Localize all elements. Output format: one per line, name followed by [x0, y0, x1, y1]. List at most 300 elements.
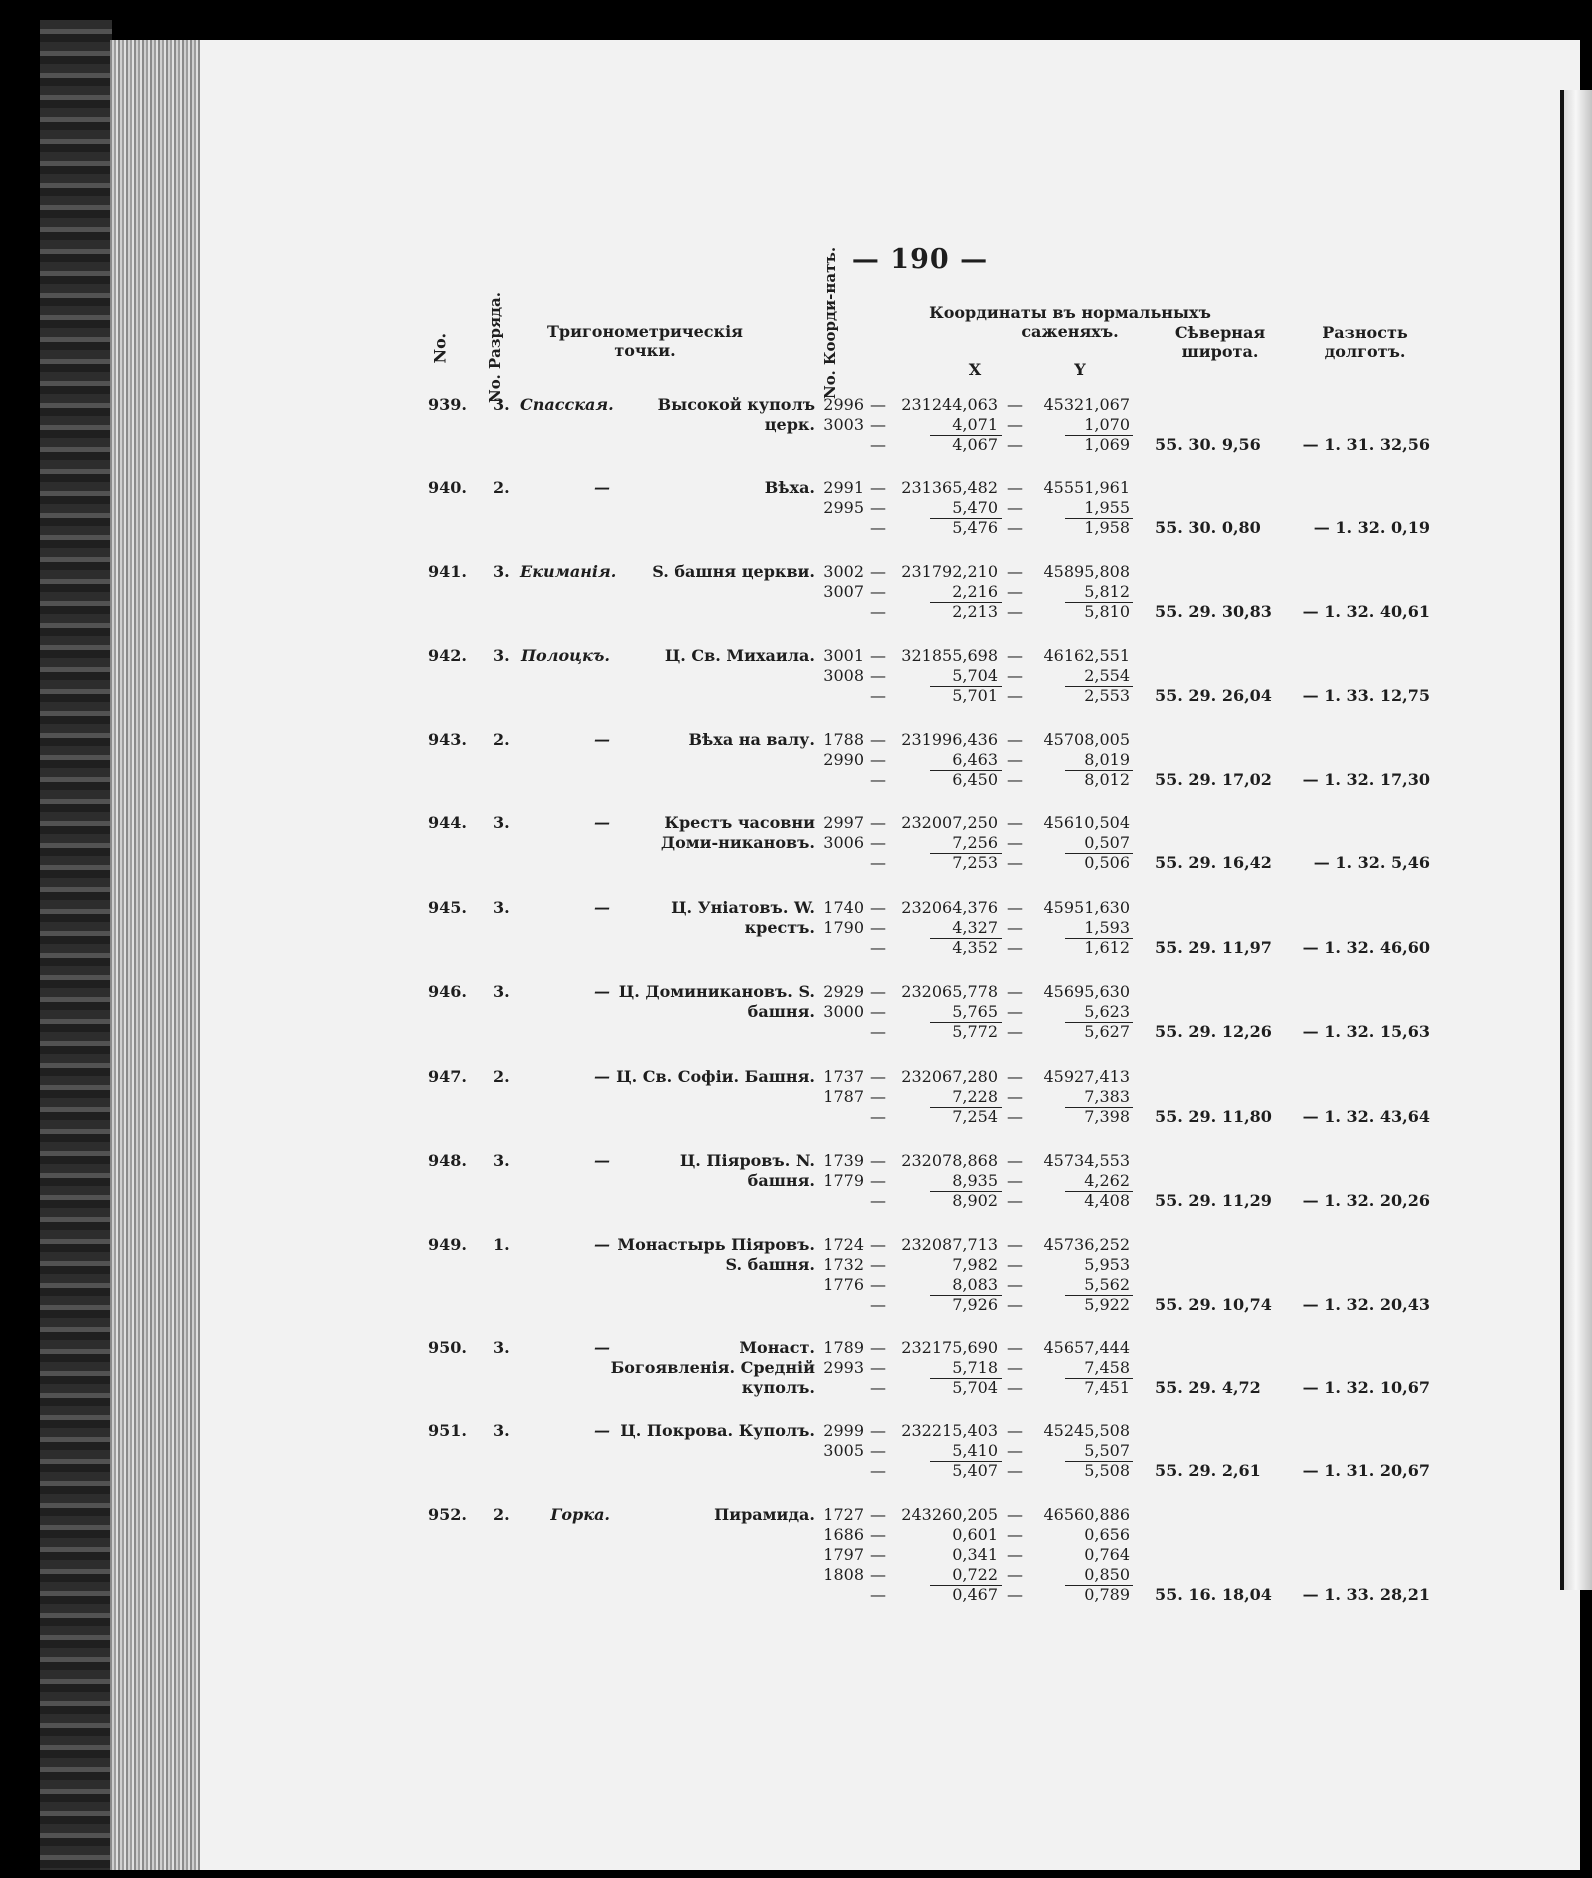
row-rank: 3.: [493, 898, 510, 917]
latitude: 55. 29. 11,29: [1155, 1191, 1272, 1210]
table-row: [0, 395, 1592, 479]
y-sum-line: [1065, 686, 1133, 687]
table-row: [0, 898, 1592, 982]
row-rank: 3.: [493, 562, 510, 581]
dash-mid: —: [1007, 1295, 1023, 1314]
y-coordinate: 5,508: [1084, 1461, 1130, 1480]
dash: —: [870, 813, 886, 832]
latitude: 55. 29. 10,74: [1155, 1295, 1272, 1314]
longitude: — 1. 31. 32,56: [1302, 435, 1430, 454]
y-sum-line: [1065, 435, 1133, 436]
row-rank: 3.: [493, 1151, 510, 1170]
row-number: 950.: [428, 1338, 467, 1357]
row-rank: 3.: [493, 982, 510, 1001]
row-description: Ц. Доминикановъ. S. башня.: [618, 982, 815, 1021]
row-rank: 3.: [493, 1338, 510, 1357]
row-place: —: [594, 1421, 610, 1440]
dash: —: [870, 1275, 886, 1294]
x-coordinate: 232175,690: [901, 1338, 998, 1357]
y-coordinate: 2,553: [1084, 686, 1130, 705]
y-coordinate: 46162,551: [1043, 646, 1130, 665]
row-description: Ц. Покрова. Куполъ.: [620, 1421, 815, 1440]
y-coordinate: 45736,252: [1043, 1235, 1130, 1254]
y-coordinate: 7,398: [1084, 1107, 1130, 1126]
x-coordinate: 2,216: [952, 582, 998, 601]
row-place: Горка.: [550, 1505, 610, 1524]
x-sum-line: [930, 1107, 1002, 1108]
x-coordinate: 5,772: [952, 1022, 998, 1041]
row-rank: 2.: [493, 1067, 510, 1086]
longitude: — 1. 32. 20,43: [1302, 1295, 1430, 1314]
dash-mid: —: [1007, 478, 1023, 497]
x-coordinate: 4,067: [952, 435, 998, 454]
page-number: — 190 —: [851, 244, 989, 275]
dash-mid: —: [1007, 1338, 1023, 1357]
header-no: No.: [430, 332, 450, 364]
dash: —: [870, 982, 886, 1001]
dash: —: [870, 1067, 886, 1086]
x-coordinate: 5,476: [952, 518, 998, 537]
table-row: [0, 478, 1592, 562]
y-coordinate: 5,507: [1084, 1441, 1130, 1460]
y-sum-line: [1065, 1585, 1133, 1586]
x-coordinate: 7,926: [952, 1295, 998, 1314]
dash-mid: —: [1007, 833, 1023, 852]
dash-mid: —: [1007, 1235, 1023, 1254]
y-coordinate: 5,623: [1084, 1002, 1130, 1021]
latitude: 55. 29. 26,04: [1155, 686, 1272, 705]
coord-number: 2990: [823, 750, 864, 769]
row-place: —: [594, 1067, 610, 1086]
dash-mid: —: [1007, 982, 1023, 1001]
y-coordinate: 1,612: [1084, 938, 1130, 957]
row-rank: 3.: [493, 646, 510, 665]
y-coordinate: 0,789: [1084, 1585, 1130, 1604]
x-sum-line: [930, 1378, 1002, 1379]
dash-mid: —: [1007, 498, 1023, 517]
row-place: Спасская.: [520, 395, 614, 414]
y-coordinate: 46560,886: [1043, 1505, 1130, 1524]
dash: —: [870, 1295, 886, 1314]
x-coordinate: 2,213: [952, 602, 998, 621]
x-coordinate: 4,327: [952, 918, 998, 937]
coord-number: 1779: [823, 1171, 864, 1190]
y-coordinate: 1,593: [1084, 918, 1130, 937]
dash-mid: —: [1007, 1545, 1023, 1564]
x-coordinate: 7,256: [952, 833, 998, 852]
x-coordinate: 4,352: [952, 938, 998, 957]
y-coordinate: 0,764: [1084, 1545, 1130, 1564]
header-coord-no: No. Коорди-натъ.: [821, 246, 839, 399]
row-description: Пирамида.: [714, 1505, 815, 1524]
dash-mid: —: [1007, 730, 1023, 749]
row-number: 941.: [428, 562, 467, 581]
dash: —: [870, 1022, 886, 1041]
row-number: 942.: [428, 646, 467, 665]
y-coordinate: 1,955: [1084, 498, 1130, 517]
y-coordinate: 2,554: [1084, 666, 1130, 685]
longitude: — 1. 33. 28,21: [1302, 1585, 1430, 1604]
y-coordinate: 45321,067: [1043, 395, 1130, 414]
dash: —: [870, 498, 886, 517]
coord-number: 1737: [823, 1067, 864, 1086]
x-sum-line: [930, 1585, 1002, 1586]
longitude: — 1. 32. 17,30: [1302, 770, 1430, 789]
y-sum-line: [1065, 1378, 1133, 1379]
dash: —: [870, 686, 886, 705]
x-sum-line: [930, 686, 1002, 687]
dash-mid: —: [1007, 1255, 1023, 1274]
x-coordinate: 5,704: [952, 1378, 998, 1397]
latitude: 55. 30. 9,56: [1155, 435, 1261, 454]
table-row: [0, 1067, 1592, 1151]
dash-mid: —: [1007, 1441, 1023, 1460]
longitude: — 1. 32. 0,19: [1313, 518, 1430, 537]
x-coordinate: 231365,482: [901, 478, 998, 497]
dash-mid: —: [1007, 1171, 1023, 1190]
y-coordinate: 7,383: [1084, 1087, 1130, 1106]
latitude: 55. 29. 4,72: [1155, 1378, 1261, 1397]
row-rank: 1.: [493, 1235, 510, 1254]
row-rank: 2.: [493, 1505, 510, 1524]
coord-number: 1790: [823, 918, 864, 937]
dash-mid: —: [1007, 1107, 1023, 1126]
y-sum-line: [1065, 1191, 1133, 1192]
y-coordinate: 8,012: [1084, 770, 1130, 789]
x-coordinate: 8,083: [952, 1275, 998, 1294]
longitude: — 1. 32. 10,67: [1302, 1378, 1430, 1397]
row-description: Ц. Св. Михаила.: [664, 646, 815, 665]
coord-number: 2997: [823, 813, 864, 832]
coord-number: 3003: [823, 415, 864, 434]
x-sum-line: [930, 518, 1002, 519]
dash: —: [870, 1002, 886, 1021]
dash: —: [870, 582, 886, 601]
latitude: 55. 29. 11,80: [1155, 1107, 1272, 1126]
row-place: —: [594, 730, 610, 749]
y-coordinate: 45895,808: [1043, 562, 1130, 581]
y-coordinate: 1,958: [1084, 518, 1130, 537]
row-place: —: [594, 1338, 610, 1357]
coord-number: 1787: [823, 1087, 864, 1106]
coord-number: 1727: [823, 1505, 864, 1524]
y-coordinate: 7,458: [1084, 1358, 1130, 1377]
y-sum-line: [1065, 1461, 1133, 1462]
x-sum-line: [930, 435, 1002, 436]
row-description: Крестъ часовни Доми-никановъ.: [660, 813, 815, 852]
coord-number: 3006: [823, 833, 864, 852]
row-place: —: [594, 1151, 610, 1170]
dash: —: [870, 646, 886, 665]
header-latitude: Сѣверная широта.: [1174, 323, 1266, 361]
x-coordinate: 231244,063: [901, 395, 998, 414]
header-coordinates: Координаты въ нормальныхъ саженяхъ.: [929, 303, 1211, 341]
dash-mid: —: [1007, 813, 1023, 832]
x-sum-line: [930, 1191, 1002, 1192]
coord-number: 1686: [823, 1525, 864, 1544]
row-rank: 2.: [493, 730, 510, 749]
y-coordinate: 4,262: [1084, 1171, 1130, 1190]
coord-number: 3000: [823, 1002, 864, 1021]
longitude: — 1. 32. 5,46: [1313, 853, 1430, 872]
y-coordinate: 4,408: [1084, 1191, 1130, 1210]
dash-mid: —: [1007, 1461, 1023, 1480]
row-rank: 3.: [493, 395, 510, 414]
x-coordinate: 5,701: [952, 686, 998, 705]
dash-mid: —: [1007, 1022, 1023, 1041]
dash-mid: —: [1007, 1525, 1023, 1544]
x-coordinate: 232215,403: [901, 1421, 998, 1440]
coord-number: 1776: [823, 1275, 864, 1294]
dash-mid: —: [1007, 918, 1023, 937]
y-sum-line: [1065, 602, 1133, 603]
y-sum-line: [1065, 938, 1133, 939]
y-coordinate: 5,812: [1084, 582, 1130, 601]
coord-number: 1732: [823, 1255, 864, 1274]
longitude: — 1. 33. 12,75: [1302, 686, 1430, 705]
dash: —: [870, 1505, 886, 1524]
coord-number: 1740: [823, 898, 864, 917]
x-coordinate: 243260,205: [901, 1505, 998, 1524]
dash: —: [870, 1255, 886, 1274]
y-coordinate: 5,810: [1084, 602, 1130, 621]
latitude: 55. 29. 12,26: [1155, 1022, 1272, 1041]
dash-mid: —: [1007, 582, 1023, 601]
dash: —: [870, 1461, 886, 1480]
dash-mid: —: [1007, 518, 1023, 537]
coord-number: 1724: [823, 1235, 864, 1254]
y-coordinate: 45657,444: [1043, 1338, 1130, 1357]
row-number: 951.: [428, 1421, 467, 1440]
y-sum-line: [1065, 1022, 1133, 1023]
x-coordinate: 4,071: [952, 415, 998, 434]
x-coordinate: 0,601: [952, 1525, 998, 1544]
header-points: Тригонометрическія точки.: [547, 322, 743, 360]
row-description: Монастырь Піяровъ. S. башня.: [617, 1235, 815, 1274]
row-place: —: [594, 982, 610, 1001]
coord-number: 2996: [823, 395, 864, 414]
row-place: Екиманія.: [520, 562, 617, 581]
dash: —: [870, 1545, 886, 1564]
coord-number: 3005: [823, 1441, 864, 1460]
row-number: 943.: [428, 730, 467, 749]
x-coordinate: 5,765: [952, 1002, 998, 1021]
y-sum-line: [1065, 1295, 1133, 1296]
x-coordinate: 5,407: [952, 1461, 998, 1480]
x-coordinate: 6,463: [952, 750, 998, 769]
dash-mid: —: [1007, 750, 1023, 769]
y-coordinate: 45708,005: [1043, 730, 1130, 749]
coord-number: 2995: [823, 498, 864, 517]
dash: —: [870, 602, 886, 621]
x-coordinate: 231996,436: [901, 730, 998, 749]
y-sum-line: [1065, 518, 1133, 519]
dash: —: [870, 1151, 886, 1170]
x-coordinate: 231792,210: [901, 562, 998, 581]
x-sum-line: [930, 770, 1002, 771]
latitude: 55. 29. 16,42: [1155, 853, 1272, 872]
x-coordinate: 232087,713: [901, 1235, 998, 1254]
coord-number: 2999: [823, 1421, 864, 1440]
y-coordinate: 45245,508: [1043, 1421, 1130, 1440]
coord-number: 1797: [823, 1545, 864, 1564]
dash: —: [870, 1338, 886, 1357]
y-sum-line: [1065, 770, 1133, 771]
x-sum-line: [930, 853, 1002, 854]
coord-number: 3008: [823, 666, 864, 685]
table-row: [0, 982, 1592, 1066]
y-coordinate: 5,627: [1084, 1022, 1130, 1041]
row-place: —: [594, 813, 610, 832]
latitude: 55. 30. 0,80: [1155, 518, 1261, 537]
dash-mid: —: [1007, 1087, 1023, 1106]
table-row: [0, 1421, 1592, 1505]
header-x: X: [968, 360, 982, 379]
x-coordinate: 232007,250: [901, 813, 998, 832]
y-coordinate: 0,506: [1084, 853, 1130, 872]
x-coordinate: 7,254: [952, 1107, 998, 1126]
dash: —: [870, 918, 886, 937]
y-coordinate: 1,069: [1084, 435, 1130, 454]
x-coordinate: 0,341: [952, 1545, 998, 1564]
dash: —: [870, 898, 886, 917]
x-coordinate: 232078,868: [901, 1151, 998, 1170]
dash: —: [870, 833, 886, 852]
x-coordinate: 232067,280: [901, 1067, 998, 1086]
table-row: [0, 562, 1592, 646]
dash: —: [870, 395, 886, 414]
dash-mid: —: [1007, 415, 1023, 434]
row-number: 948.: [428, 1151, 467, 1170]
dash-mid: —: [1007, 1585, 1023, 1604]
dash: —: [870, 666, 886, 685]
row-description: Вѣха на валу.: [688, 730, 815, 749]
y-sum-line: [1065, 1107, 1133, 1108]
x-coordinate: 5,410: [952, 1441, 998, 1460]
header-longitude: Разность долготъ.: [1322, 323, 1408, 361]
y-coordinate: 0,507: [1084, 833, 1130, 852]
dash-mid: —: [1007, 1378, 1023, 1397]
row-number: 946.: [428, 982, 467, 1001]
coord-number: 2991: [823, 478, 864, 497]
table-row: [0, 1505, 1592, 1604]
dash-mid: —: [1007, 898, 1023, 917]
row-rank: 3.: [493, 813, 510, 832]
latitude: 55. 29. 2,61: [1155, 1461, 1261, 1480]
row-description: Ц. Св. Софіи. Башня.: [616, 1067, 815, 1086]
coord-number: 1808: [823, 1565, 864, 1584]
x-coordinate: 8,902: [952, 1191, 998, 1210]
longitude: — 1. 32. 20,26: [1302, 1191, 1430, 1210]
y-coordinate: 45951,630: [1043, 898, 1130, 917]
y-coordinate: 45734,553: [1043, 1151, 1130, 1170]
longitude: — 1. 32. 43,64: [1302, 1107, 1430, 1126]
dash: —: [870, 853, 886, 872]
dash-mid: —: [1007, 1421, 1023, 1440]
dash: —: [870, 750, 886, 769]
dash: —: [870, 1087, 886, 1106]
coord-number: 1788: [823, 730, 864, 749]
table-row: [0, 1338, 1592, 1422]
x-coordinate: 0,722: [952, 1565, 998, 1584]
table-row: [0, 646, 1592, 730]
dash-mid: —: [1007, 770, 1023, 789]
coord-number: 3007: [823, 582, 864, 601]
row-description: Вѣха.: [764, 478, 815, 497]
dash: —: [870, 1191, 886, 1210]
dash: —: [870, 1107, 886, 1126]
dash: —: [870, 1565, 886, 1584]
dash-mid: —: [1007, 602, 1023, 621]
latitude: 55. 29. 17,02: [1155, 770, 1272, 789]
dash: —: [870, 1585, 886, 1604]
row-number: 944.: [428, 813, 467, 832]
x-coordinate: 232064,376: [901, 898, 998, 917]
dash-mid: —: [1007, 666, 1023, 685]
row-number: 949.: [428, 1235, 467, 1254]
latitude: 55. 29. 11,97: [1155, 938, 1272, 957]
dash-mid: —: [1007, 853, 1023, 872]
dash-mid: —: [1007, 646, 1023, 665]
row-place: —: [594, 478, 610, 497]
dash-mid: —: [1007, 1358, 1023, 1377]
header-y: Y: [1074, 360, 1086, 379]
y-coordinate: 8,019: [1084, 750, 1130, 769]
dash-mid: —: [1007, 1505, 1023, 1524]
row-description: Монаст. Богоявленія. Среднiй куполъ.: [610, 1338, 815, 1397]
longitude: — 1. 32. 40,61: [1302, 602, 1430, 621]
coord-number: 2929: [823, 982, 864, 1001]
y-coordinate: 0,850: [1084, 1565, 1130, 1584]
x-coordinate: 232065,778: [901, 982, 998, 1001]
x-sum-line: [930, 1295, 1002, 1296]
x-sum-line: [930, 938, 1002, 939]
y-coordinate: 45695,630: [1043, 982, 1130, 1001]
row-rank: 3.: [493, 1421, 510, 1440]
row-number: 939.: [428, 395, 467, 414]
longitude: — 1. 32. 46,60: [1302, 938, 1430, 957]
row-description: Высокой куполъ церк.: [657, 395, 815, 434]
row-description: Ц. Уніатовъ. W. крестъ.: [671, 898, 815, 937]
x-sum-line: [930, 1461, 1002, 1462]
dash-mid: —: [1007, 686, 1023, 705]
table-row: [0, 1151, 1592, 1235]
dash-mid: —: [1007, 395, 1023, 414]
y-coordinate: 45610,504: [1043, 813, 1130, 832]
coord-number: 3002: [823, 562, 864, 581]
dash: —: [870, 415, 886, 434]
dash: —: [870, 1441, 886, 1460]
latitude: 55. 16. 18,04: [1155, 1585, 1272, 1604]
header-rank: No. Разряда.: [486, 292, 504, 403]
dash: —: [870, 435, 886, 454]
row-place: —: [594, 1235, 610, 1254]
y-coordinate: 45551,961: [1043, 478, 1130, 497]
row-number: 947.: [428, 1067, 467, 1086]
y-coordinate: 0,656: [1084, 1525, 1130, 1544]
coord-number: 1789: [823, 1338, 864, 1357]
dash: —: [870, 1378, 886, 1397]
y-coordinate: 5,953: [1084, 1255, 1130, 1274]
table-row: [0, 730, 1592, 814]
coord-number: 2993: [823, 1358, 864, 1377]
row-place: Полоцкъ.: [520, 646, 610, 665]
y-sum-line: [1065, 853, 1133, 854]
dash: —: [870, 770, 886, 789]
dash: —: [870, 1525, 886, 1544]
longitude: — 1. 32. 15,63: [1302, 1022, 1430, 1041]
row-number: 940.: [428, 478, 467, 497]
